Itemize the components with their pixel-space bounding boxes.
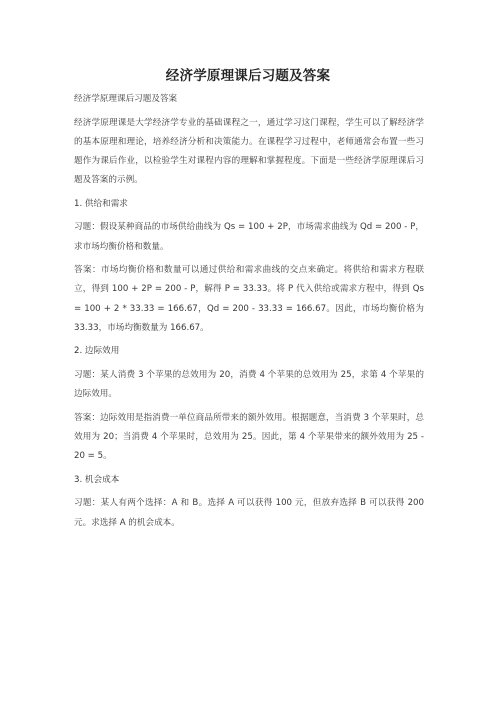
question-supply-demand: 习题：假设某种商品的市场供给曲线为 Qs = 100 + 2P，市场需求曲线为 Qd = 200 - P，求市场均衡价格和数量。	[74, 222, 424, 252]
question-opportunity-cost: 习题：某人有两个选择：A 和 B。选择 A 可以获得 100 元，但放弃选择 B 可以获得 200 元。求选择 A 的机会成本。	[74, 498, 424, 528]
question-marginal-utility: 习题：某人消费 3 个苹果的总效用为 20，消费 4 个苹果的总效用为 25，求第 4 个苹果的边际效用。	[74, 369, 424, 400]
document-body	[74, 90, 424, 537]
section-heading-supply-demand: 1. 供给和需求	[74, 198, 128, 209]
document-title: 经济学原理课后习题及答案	[165, 68, 331, 84]
intro-paragraph: 经济学原理课是大学经济学专业的基础课程之一，通过学习这门课程，学生可以了解经济学的基本原理和理论，培养经济分析和决策能力。在课程学习过程中，老师通常会布置一些习题作为课后作业，以检验学生对课程内容的理解和掌握程度。下面是一些经济学原理课后习题及答案的示例。	[74, 117, 424, 186]
section-heading-marginal-utility: 2. 边际效用	[74, 346, 120, 357]
answer-marginal-utility: 答案：边际效用是指消费一单位商品所带来的额外效用。根据题意，当消费 3 个苹果时，总效用为 20；当消费 4 个苹果时，总效用为 25。因此，第 4 个苹果带来的额外效用为 25 - 20 = 5。	[74, 412, 424, 462]
answer-supply-demand: 答案：市场均衡价格和数量可以通过供给和需求曲线的交点来确定。将供给和需求方程联立，得到 100 + 2P = 200 - P，解得 P = 33.33。将 P 代入供给或需求方程中，得到 Qs = 100 + 2 * 33.33 = 166.67，Qd = 200 - 33.33 = 166.67。因此，市场均衡价格为 33.33，市场均衡数量为 166.67。	[74, 265, 424, 333]
document-subtitle: 经济学原理课后习题及答案	[74, 94, 178, 104]
section-heading-opportunity-cost: 3. 机会成本	[74, 474, 120, 485]
